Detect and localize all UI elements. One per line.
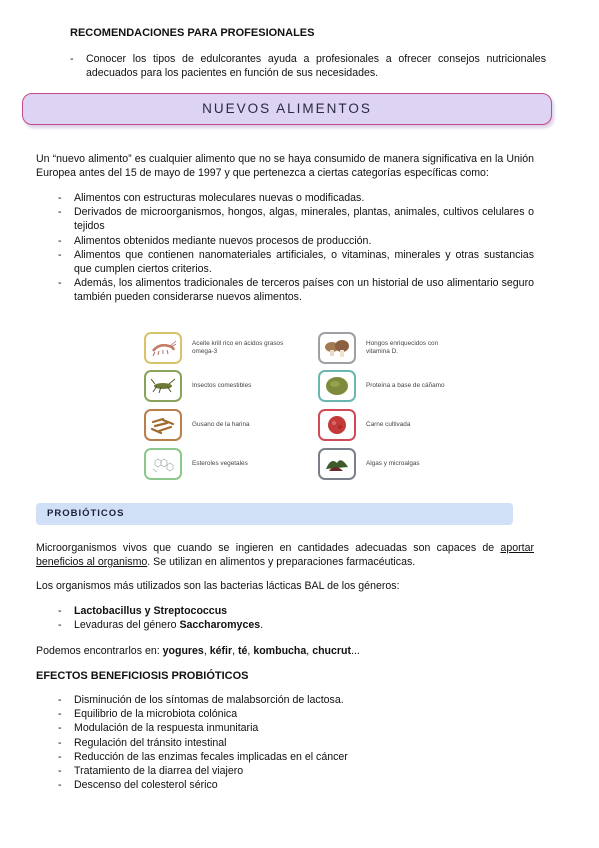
foods-intro: Podemos encontrarlos en:	[36, 645, 163, 657]
algae-icon	[318, 448, 356, 480]
cultured-meat-icon	[318, 409, 356, 441]
example-hemp-protein	[318, 370, 461, 402]
list-item: - Equilibrio de la microbiota colónica	[58, 707, 534, 721]
mealworm-icon	[144, 409, 182, 441]
example-label: Algas y microalgas	[366, 460, 420, 467]
example-label: Esteroles vegetales	[192, 460, 248, 467]
period: .	[260, 619, 264, 632]
example-label: Proteína a base de cáñamo	[366, 382, 445, 389]
definition-text: Microorganismos vivos que cuando se ingieren en cantidades adecuadas son capaces de	[36, 542, 501, 554]
example-label: Hongos enriquecidos con vitamina D.	[366, 340, 439, 355]
list-item: - Además, los alimentos tradicionales de terceros países con un historial de uso alimentario seguro también pueden considerarse nuevos alimentos.	[58, 276, 534, 304]
food-item: kéfir	[209, 645, 233, 657]
efectos-list	[58, 693, 534, 792]
list-item: - Descenso del colesterol sérico	[58, 778, 534, 792]
example-label: Carne cultivada	[366, 421, 411, 428]
example-label: Insectos comestibles	[192, 382, 252, 389]
genera-list	[58, 604, 534, 632]
example-insects	[144, 370, 287, 402]
grasshopper-icon	[144, 370, 182, 402]
hemp-powder-icon	[318, 370, 356, 402]
example-plant-sterols	[144, 448, 287, 480]
genera-yeast: Saccharomyces	[179, 619, 261, 632]
underlined-phrase: aportar beneficios al organismo	[36, 542, 534, 568]
probioticos-banner	[36, 503, 513, 525]
genera-yeast-text: Levaduras del género	[74, 619, 180, 632]
example-mushrooms	[318, 332, 461, 364]
list-item: - Disminución de los síntomas de malabsorción de lactosa.	[58, 693, 534, 707]
section-heading-recomendaciones: RECOMENDACIONES PARA PROFESIONALES	[70, 27, 315, 39]
list-item: - Regulación del tránsito intestinal	[58, 736, 534, 750]
food-item: yogures	[162, 645, 204, 657]
list-item	[58, 618, 534, 632]
example-algae	[318, 448, 461, 480]
example-cultured-meat	[318, 409, 461, 441]
example-label: Gusano de la harina	[192, 421, 250, 428]
nuevos-alimentos-intro: Un “nuevo alimento” es cualquier alimento que no se haya consumido de manera significativa en la Unión Europea antes del 15 de mayo de 1997 y que pertenezca a ciertas categorías específicas como:	[36, 153, 534, 179]
list-item: - Alimentos obtenidos mediante nuevos procesos de producción.	[58, 234, 534, 248]
probioticos-foods: Podemos encontrarlos en: yogures, kéfir, té, kombucha, chucrut...	[36, 645, 360, 657]
definition-text-end: . Se utilizan en alimentos y preparaciones farmacéuticas.	[147, 556, 416, 568]
list-item: - Conocer los tipos de edulcorantes ayuda a profesionales a ofrecer consejos nutricionales adecuados para los pacientes en función de sus necesidades.	[70, 52, 546, 80]
nuevos-alimentos-banner	[22, 93, 552, 125]
recomendaciones-list	[70, 52, 546, 80]
ellipsis: ...	[351, 645, 360, 657]
food-item: té	[238, 645, 248, 657]
plant-sterol-icon	[144, 448, 182, 480]
list-item: - Derivados de microorganismos, hongos, algas, minerales, plantas, animales, cultivos celulares o tejidos	[58, 205, 534, 233]
list-item	[58, 604, 534, 618]
krill-icon	[144, 332, 182, 364]
nuevos-alimentos-list	[58, 191, 534, 305]
list-item: - Alimentos que contienen nanomateriales artificiales, o vitaminas, minerales y otras sustancias que cumplen ciertos criterios.	[58, 248, 534, 276]
section-heading-efectos: EFECTOS BENEFICIOSIS PROBIÓTICOS	[36, 670, 249, 682]
list-item: - Alimentos con estructuras moleculares nuevas o modificadas.	[58, 191, 534, 205]
probioticos-genera-intro: Los organismos más utilizados son las bacterias lácticas BAL de los géneros:	[36, 580, 400, 592]
genera-bacteria: Lactobacillus y Streptococcus	[74, 605, 228, 617]
example-krill-oil	[144, 332, 287, 364]
food-item: chucrut	[312, 645, 352, 657]
banner-title: NUEVOS ALIMENTOS	[202, 101, 372, 116]
list-item: - Reducción de las enzimas fecales implicadas en el cáncer	[58, 750, 534, 764]
probioticos-definition	[36, 541, 534, 569]
food-item: kombucha	[253, 645, 307, 657]
mushroom-icon	[318, 332, 356, 364]
list-item: - Modulación de la respuesta inmunitaria	[58, 721, 534, 735]
example-mealworm	[144, 409, 287, 441]
list-item: - Tratamiento de la diarrea del viajero	[58, 764, 534, 778]
example-label: Aceite krill rico en ácidos grasos omega-3	[192, 340, 284, 355]
banner-title: PROBIÓTICOS	[47, 508, 125, 519]
